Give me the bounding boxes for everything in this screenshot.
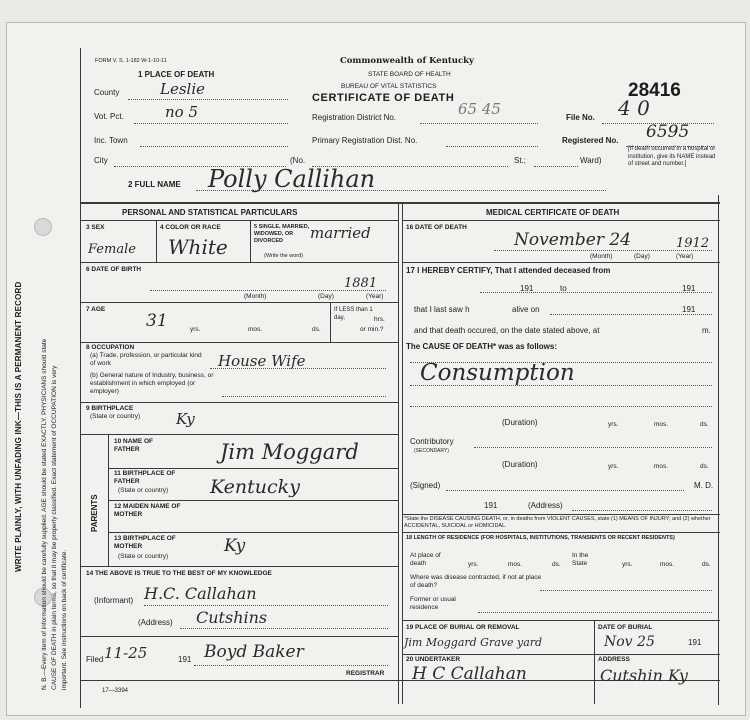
row-rule-1 bbox=[80, 262, 398, 263]
certificate-title: CERTIFICATE OF DEATH bbox=[312, 92, 455, 104]
mother-birthplace-label: 13 BIRTHPLACE OF MOTHER bbox=[114, 535, 176, 550]
contributory-label: Contributory bbox=[410, 437, 454, 446]
dob-year-caption: (Year) bbox=[366, 293, 384, 300]
father-birthplace-label: 11 BIRTHPLACE OF FATHER bbox=[114, 470, 176, 485]
registered-number-label: Registered No. bbox=[562, 136, 619, 145]
death-year-value: 1912 bbox=[676, 236, 710, 251]
last-saw-line bbox=[550, 314, 712, 315]
age-ds: ds. bbox=[312, 326, 321, 333]
dob-label: 6 DATE OF BIRTH bbox=[86, 266, 142, 273]
registration-district-label: Registration District No. bbox=[312, 113, 397, 122]
informant-value: H.C. Callahan bbox=[144, 584, 257, 603]
father-value: Jim Moggard bbox=[220, 440, 359, 464]
parents-rule-1 bbox=[108, 468, 398, 469]
undertaker-address-label: ADDRESS bbox=[598, 656, 630, 663]
death-day-caption: (Day) bbox=[634, 253, 650, 260]
at-place-label: At place of death bbox=[410, 552, 441, 567]
signed-line bbox=[446, 490, 684, 491]
mother-label: 12 MAIDEN NAME OF MOTHER bbox=[114, 503, 181, 518]
place-of-death-heading: 1 PLACE OF DEATH bbox=[138, 70, 215, 79]
board-of-health: STATE BOARD OF HEALTH bbox=[368, 71, 451, 78]
death-year-caption: (Year) bbox=[676, 253, 694, 260]
where-contracted-line bbox=[540, 590, 712, 591]
date-of-death-line bbox=[494, 250, 712, 251]
father-birthplace-sub: (State or country) bbox=[118, 487, 169, 494]
filed-date: 11-25 bbox=[104, 644, 148, 662]
side-warning-text: WRITE PLAINLY, WITH UNFADING INK—THIS IS A PERMANENT RECORD bbox=[14, 281, 23, 572]
right-row-rule-4 bbox=[402, 620, 720, 621]
informant-address-line bbox=[180, 628, 388, 629]
primary-registration-label: Primary Registration Dist. No. bbox=[312, 136, 418, 145]
occupation-value: House Wife bbox=[218, 352, 306, 370]
cause-yrs: yrs. bbox=[608, 421, 619, 428]
dob-day-caption: (Day) bbox=[318, 293, 334, 300]
dob-month-caption: (Month) bbox=[244, 293, 267, 300]
county-value: Leslie bbox=[160, 80, 206, 98]
contrib-mos: mos. bbox=[654, 463, 669, 470]
side-note-line-3: important. See instructions on back of certificate. bbox=[61, 549, 68, 690]
signed-address-label: (Address) bbox=[528, 501, 563, 510]
former-residence-line bbox=[478, 612, 712, 613]
informant-statement: 14 THE ABOVE IS TRUE TO THE BEST OF MY KNOWLEDGE bbox=[86, 570, 272, 577]
personal-heading: PERSONAL AND STATISTICAL PARTICULARS bbox=[122, 208, 298, 217]
contrib-ds: ds. bbox=[700, 463, 709, 470]
informant-line bbox=[144, 605, 388, 606]
filed-label: Filed bbox=[86, 655, 104, 664]
less-min: or min.? bbox=[360, 326, 384, 333]
color-value: White bbox=[168, 235, 228, 259]
age-mos: mos. bbox=[248, 326, 263, 333]
right-row-rule-2 bbox=[402, 514, 720, 515]
registrar-label: REGISTRAR bbox=[346, 670, 385, 677]
inc-town-line bbox=[140, 146, 288, 147]
state-mos: mos. bbox=[660, 561, 675, 568]
contrib-yrs: yrs. bbox=[608, 463, 619, 470]
punch-hole-top bbox=[34, 218, 52, 236]
full-name-value: Polly Callihan bbox=[208, 165, 376, 193]
ward-label: Ward) bbox=[580, 156, 602, 165]
certify-to: to bbox=[560, 284, 567, 293]
undertaker-address-value: Cutshin Ky bbox=[600, 666, 688, 685]
full-name-label: 2 FULL NAME bbox=[128, 180, 181, 189]
marital-label: 5 SINGLE, MARRIED, WIDOWED, OR DIVORCED bbox=[254, 224, 310, 244]
less-hrs: hrs. bbox=[374, 316, 385, 323]
cause-mos: mos. bbox=[654, 421, 669, 428]
signed-address-line bbox=[572, 510, 712, 511]
hospital-note: [If death occurred in a hospital or institution, give its NAME instead of street and number.] bbox=[628, 146, 716, 167]
place-yrs: yrs. bbox=[468, 561, 479, 568]
parents-side-label: PARENTS bbox=[90, 494, 99, 532]
registration-district-value: 65 45 bbox=[458, 100, 501, 118]
father-label: 10 NAME OF FATHER bbox=[114, 438, 154, 453]
file-number-label: File No. bbox=[566, 113, 595, 122]
birthplace-label: 9 BIRTHPLACE bbox=[86, 405, 134, 412]
certify-line-1 bbox=[480, 292, 712, 293]
occupation-a: (a) Trade, profession, or particular kind of work bbox=[90, 352, 202, 367]
cause-line-1 bbox=[410, 362, 712, 363]
parents-bottom-rule bbox=[80, 566, 398, 567]
center-divider bbox=[398, 204, 399, 704]
residence-label: 18 LENGTH OF RESIDENCE (FOR HOSPITALS, INSTITUTIONS, TRANSIENTS OR RECENT RESIDENTS) bbox=[406, 535, 675, 541]
cause-of-death-value: Consumption bbox=[420, 360, 575, 386]
filed-year-prefix: 191 bbox=[178, 655, 192, 664]
file-number-value: 4 0 bbox=[618, 96, 650, 120]
where-contracted-label: Where was disease contracted, if not at place of death? bbox=[410, 574, 542, 589]
burial-label: 19 PLACE OF BURIAL OR REMOVAL bbox=[406, 624, 520, 631]
dob-year: 1881 bbox=[344, 276, 378, 291]
form-left-border bbox=[80, 48, 81, 708]
right-row-rule-3 bbox=[402, 532, 720, 533]
burial-year: 191 bbox=[688, 638, 702, 647]
informant-label: (Informant) bbox=[94, 596, 134, 605]
vot-pct-value: no 5 bbox=[165, 103, 199, 121]
row-rule-2 bbox=[80, 302, 398, 303]
commonwealth-title: Commonwealth of Kentucky bbox=[340, 56, 474, 66]
registered-number-value: 6595 bbox=[646, 122, 690, 142]
filed-line bbox=[194, 665, 388, 666]
certify-191-1: 191 bbox=[520, 284, 534, 293]
marital-note: (Write the word) bbox=[264, 253, 304, 259]
death-month-caption: (Month) bbox=[590, 253, 613, 260]
informant-address-value: Cutshins bbox=[196, 608, 268, 627]
bureau-vital-statistics: BUREAU OF VITAL STATISTICS bbox=[341, 83, 437, 90]
date-of-death-value: November 24 bbox=[514, 230, 631, 250]
sex-value: Female bbox=[88, 242, 136, 257]
former-residence-label: Former or usual residence bbox=[410, 596, 456, 611]
row-rule-4 bbox=[80, 402, 398, 403]
form-number: FORM V. S. 1-182 W-1-10-11 bbox=[95, 58, 167, 64]
center-divider-2 bbox=[402, 204, 403, 704]
contrib-duration-label: (Duration) bbox=[502, 460, 538, 469]
age-value: 31 bbox=[146, 311, 168, 331]
md-label: M. D. bbox=[694, 481, 714, 490]
last-saw-label: that I last saw h bbox=[414, 305, 470, 314]
row-rule-5 bbox=[80, 434, 398, 435]
undertaker-label: 20 UNDERTAKER bbox=[406, 656, 461, 663]
parents-rule-3 bbox=[108, 532, 398, 533]
cause-label: The CAUSE OF DEATH* was as follows: bbox=[406, 342, 557, 351]
state-ds: ds. bbox=[702, 561, 711, 568]
street-label: St.; bbox=[514, 156, 527, 165]
cause-duration-label: (Duration) bbox=[502, 418, 538, 427]
contributory-line bbox=[474, 447, 712, 448]
last-saw-191: 191 bbox=[682, 305, 696, 314]
signed-191: 191 bbox=[484, 501, 498, 510]
occupation-line-b bbox=[222, 396, 386, 397]
side-note-line-1: N. B.—Every item of information should be carefully supplied. AGE should be stated EXACTLY. PHYSICIANS should state bbox=[41, 338, 48, 690]
heading-rule-right bbox=[402, 220, 720, 221]
place-ds: ds. bbox=[552, 561, 561, 568]
parents-rule-2 bbox=[108, 500, 398, 501]
cause-ds: ds. bbox=[700, 421, 709, 428]
side-note-line-2: CAUSE OF DEATH in plain terms, so that it may be properly classified. Exact statement of OCCUPATION is very bbox=[51, 365, 58, 690]
less-than-day: If LESS than 1 day, bbox=[334, 307, 373, 321]
informant-bottom-rule bbox=[80, 636, 398, 637]
county-line bbox=[128, 99, 288, 100]
burial-date-label: DATE OF BURIAL bbox=[598, 624, 653, 631]
marital-value: married bbox=[310, 224, 371, 242]
certify-191-2: 191 bbox=[682, 284, 696, 293]
birthplace-sub: (State or country) bbox=[90, 413, 141, 420]
occupation-b: (b) General nature of Industry, business, or establishment in which employed (or employer) bbox=[90, 372, 214, 395]
cause-line-3 bbox=[410, 406, 712, 407]
heading-rule-left bbox=[80, 220, 398, 221]
sex-label: 3 SEX bbox=[86, 224, 105, 231]
father-birthplace-value: Kentucky bbox=[210, 476, 300, 498]
secondary-label: (SECONDARY) bbox=[414, 448, 449, 454]
cause-line-2 bbox=[410, 385, 712, 386]
mother-birthplace-sub: (State or country) bbox=[118, 553, 169, 560]
medical-heading: MEDICAL CERTIFICATE OF DEATH bbox=[486, 208, 620, 217]
place-mos: mos. bbox=[508, 561, 523, 568]
state-yrs: yrs. bbox=[622, 561, 633, 568]
county-label: County bbox=[94, 88, 120, 97]
in-state-label: In the State bbox=[572, 552, 589, 567]
registration-district-line bbox=[420, 123, 538, 124]
alive-on-label: alive on bbox=[512, 305, 540, 314]
occurred-m: m. bbox=[702, 326, 711, 335]
informant-address-label: (Address) bbox=[138, 618, 173, 627]
primary-registration-line bbox=[446, 146, 538, 147]
birthplace-value: Ky bbox=[176, 410, 195, 428]
mother-birthplace-value: Ky bbox=[224, 536, 246, 556]
certificate-number: 28416 bbox=[628, 80, 681, 101]
city-label: City bbox=[94, 156, 108, 165]
vot-pct-line bbox=[134, 123, 288, 124]
ward-line bbox=[534, 166, 578, 167]
age-label: 7 AGE bbox=[86, 306, 106, 313]
registrar-signature: Boyd Baker bbox=[204, 642, 304, 662]
cause-footnote: *State the DISEASE CAUSING DEATH, or, in deaths from VIOLENT CAUSES, state (1) MEANS OF INJURY; and (2) whether ACCIDENTAL, SUICIDAL or HOMICIDAL. bbox=[404, 516, 711, 529]
age-less-divider bbox=[330, 302, 331, 342]
sex-color-divider bbox=[156, 220, 157, 262]
footer-code: 17—3394 bbox=[102, 688, 129, 694]
header-bottom-rule bbox=[80, 202, 720, 204]
color-marital-divider bbox=[250, 220, 251, 262]
occupation-label: 8 OCCUPATION bbox=[86, 344, 135, 351]
age-yrs: yrs. bbox=[190, 326, 201, 333]
burial-value: Jim Moggard Grave yard bbox=[404, 636, 543, 649]
right-row-rule-1 bbox=[402, 262, 720, 263]
vot-pct-label: Vot. Pct. bbox=[94, 112, 124, 121]
undertaker-value: H C Callahan bbox=[412, 664, 527, 684]
burial-date-value: Nov 25 bbox=[604, 634, 655, 650]
inc-town-label: Inc. Town bbox=[94, 136, 128, 145]
signed-label: (Signed) bbox=[410, 481, 441, 490]
street-number-label: (No. bbox=[290, 156, 306, 165]
form-right-border bbox=[718, 195, 719, 705]
right-row-rule-5 bbox=[402, 654, 720, 655]
row-rule-3 bbox=[80, 342, 398, 343]
color-label: 4 COLOR OR RACE bbox=[160, 224, 221, 231]
certify-label: 17 I HEREBY CERTIFY, That I attended deceased from bbox=[406, 266, 611, 275]
burial-date-divider bbox=[594, 620, 595, 704]
date-of-death-label: 16 DATE OF DEATH bbox=[406, 224, 467, 231]
occurred-label: and that death occured, on the date stated above, at bbox=[414, 326, 600, 335]
